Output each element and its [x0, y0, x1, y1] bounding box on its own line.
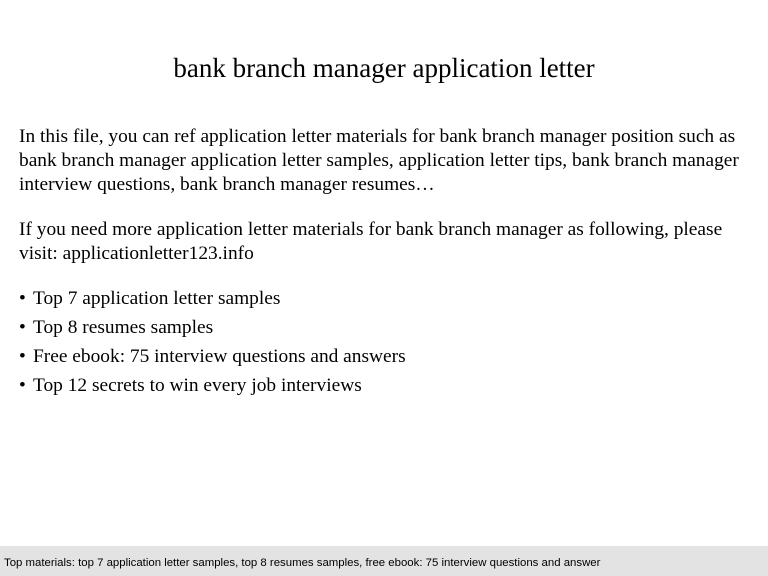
slide-body	[19, 125, 759, 403]
intro-paragraph: In this file, you can ref application letter materials for bank branch manager position such as bank branch manager application letter samples, application letter tips, bank branch manager interview questions, bank branch manager resumes…	[19, 126, 739, 195]
list-item-text: Top 12 secrets to win every job interviews	[33, 375, 362, 396]
bullet-icon: •	[19, 288, 26, 309]
visit-paragraph: If you need more application letter materials for bank branch manager as following, please visit: applicationletter123.info	[19, 219, 723, 264]
list-item	[19, 316, 759, 340]
list-item-text: Free ebook: 75 interview questions and answers	[33, 346, 406, 367]
list-item	[19, 287, 759, 311]
list-item-text: Top 8 resumes samples	[33, 317, 214, 338]
list-item	[19, 345, 759, 369]
materials-list	[19, 287, 759, 398]
list-item-text: Top 7 application letter samples	[33, 288, 281, 309]
bullet-icon: •	[19, 346, 26, 367]
footer-bar	[0, 546, 768, 576]
list-item	[19, 374, 759, 398]
bullet-icon: •	[19, 375, 26, 396]
footer-text: Top materials: top 7 application letter samples, top 8 resumes samples, free ebook: 75 interview questions and answer	[4, 557, 601, 569]
slide-title: bank branch manager application letter	[173, 53, 595, 83]
bullet-icon: •	[19, 317, 26, 338]
